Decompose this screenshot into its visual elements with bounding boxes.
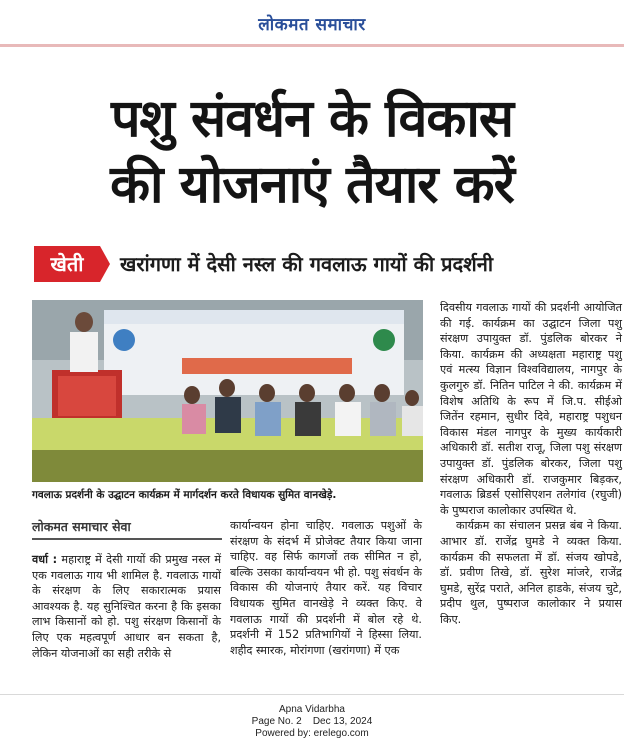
headline-line-2: की योजनाएं तैयार करें <box>110 155 514 215</box>
masthead <box>0 0 624 50</box>
news-photo <box>32 300 423 482</box>
headline-line-1: पशु संवर्धन के विकास <box>111 89 513 149</box>
article-text-3b: कार्यक्रम का संचालन प्रसन्न बंब ने किया. आभार डॉ. राजेंद्र घुमडे ने व्यक्त किया. कार्यक्रम की सफलता में डॉ. संजय खोपडे, डॉ. प्रवीण तिखे, डॉ. सुरेश मांजरे, राजेंद्र घुमडे, सुरेंद्र पराते, अनिल हाडके, संजय चुटे, प्रदीप थुल, पुष्पराज कालोकार ने प्रयास किए. <box>440 519 622 626</box>
edition-name: Apna Vidarbha <box>279 704 345 715</box>
article-text-2: कार्यान्वयन होना चाहिए. गवलाऊ पशुओं के संरक्षण के संदर्भ में प्रोजेक्ट तैयार किया जाना चाहिए. वह सिर्फ कागजों तक सीमित न हो, बल्कि उसका कार्यान्वयन भी हो. पशु संवर्धन के विकास की योजनाएं तैयार करें. यह विचार विधायक सुमित वानखेड़े ने व्यक्त किए. वे गवलाऊ गायों की प्रदर्शनी में बोल रहे थे. प्रदर्शनी में 152 प्रतिभागियों ने हिस्सा लिया. शहीद स्मारक, मोरांगणा (खरांगणा) में एक <box>230 519 422 657</box>
newspaper-title: लोकमत समाचार <box>258 15 366 35</box>
byline-rule <box>32 538 222 540</box>
article-column-3 <box>440 300 622 627</box>
category-tag-arrow <box>100 246 110 282</box>
event-photo-icon <box>32 300 423 482</box>
article-column-2 <box>230 518 422 658</box>
article-text-1: महाराष्ट्र में देसी गायों की प्रमुख नस्ल में एक गवलाऊ गाय भी शामिल है. गवलाऊ गायों के संरक्षण के लिए सकारात्मक प्रयास आवश्यक है. यह सुनिश्चित करना है कि इसका लाभ किसानों को हो. पशु संरक्षण किसानों के लिए एक महत्वपूर्ण आधार बन सकता है, लेकिन योजनाओं का सही तरीके से <box>32 553 222 660</box>
subheadline-text: खरांगणा में देसी नस्ल की गवलाऊ गायों की प्रदर्शनी <box>120 252 494 276</box>
footer <box>0 704 624 740</box>
byline: लोकमत समाचार सेवा <box>32 519 131 534</box>
masthead-rule <box>0 44 624 47</box>
category-tag: खेती <box>34 246 100 282</box>
dateline: वर्धा : <box>32 553 58 566</box>
article-column-1 <box>32 552 221 661</box>
article-text-3a: दिवसीय गवलाऊ गायों की प्रदर्शनी आयोजित की गई. कार्यक्रम का उद्घाटन जिला पशु संरक्षण उपायुक्त डॉ. पुंडलिक बोरकर ने किया. कार्यक्रम की अध्यक्षता महाराष्ट्र पशु एवं मत्स्य विज्ञान विश्वविद्यालय, नागपुर के कुलगुरु डॉ. नितिन पाटिल ने की. कार्यक्रम में विशेष अतिथि के रूप में जि.प. सीईओ जितेंन रहमान, सुधीर दिवे, महाराष्ट्र पशुधन विकास मंडल नागपुर के मुख्य कार्यकारी अधिकारी डॉ. सतीश राजू, जिला पशु संरक्षण उपायुक्त डॉ. पुंडलिक बोरकर, जिला पशु संरक्षण अधिकारी डॉ. राजकुमार बिड़कर, गवलाऊ ब्रिडर्स एसोसिएशन तलेगांव (रघुजी) के पुष्पराज कालोकार उपस्थित थे. <box>440 301 622 517</box>
page-date: Page No. 2 Dec 13, 2024 <box>251 716 373 727</box>
photo-caption: गवलाऊ प्रदर्शनी के उद्घाटन कार्यक्रम में मार्गदर्शन करते विधायक सुमित वानखेड़े. <box>32 489 337 501</box>
footer-rule <box>0 694 624 695</box>
powered-by: Powered by: erelego.com <box>255 728 369 739</box>
